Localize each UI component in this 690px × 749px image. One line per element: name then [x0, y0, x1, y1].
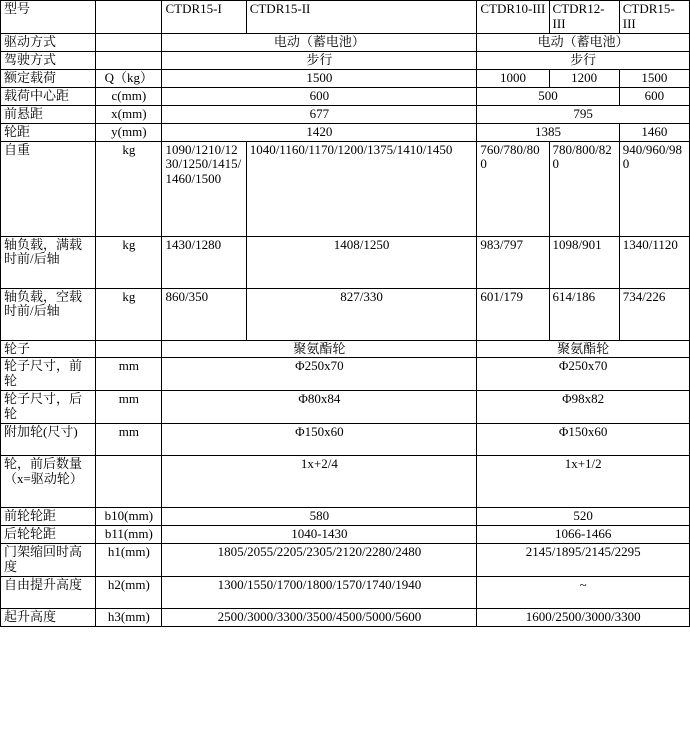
table-cell: 940/960/980	[619, 141, 689, 236]
table-cell: 1500	[162, 69, 477, 87]
row-symbol: h1(mm)	[96, 544, 162, 577]
table-cell: 1x+2/4	[162, 456, 477, 508]
row-label: 轮距	[1, 123, 96, 141]
table-cell: 步行	[477, 51, 690, 69]
table-row	[1, 544, 690, 577]
row-label: 轮子尺寸，后轮	[1, 391, 96, 424]
table-row	[1, 288, 690, 340]
table-cell: 500	[477, 87, 619, 105]
row-symbol	[96, 456, 162, 508]
table-cell: 1420	[162, 123, 477, 141]
table-row	[1, 526, 690, 544]
row-symbol: Q（kg）	[96, 69, 162, 87]
table-cell: 1040-1430	[162, 526, 477, 544]
row-symbol: h2(mm)	[96, 576, 162, 608]
row-symbol: mm	[96, 391, 162, 424]
row-symbol: mm	[96, 424, 162, 456]
row-symbol: kg	[96, 288, 162, 340]
row-symbol: c(mm)	[96, 87, 162, 105]
row-label: 轴负载，满载时前/后轴	[1, 236, 96, 288]
row-symbol	[96, 33, 162, 51]
table-row	[1, 576, 690, 608]
row-symbol	[96, 51, 162, 69]
table-cell: 1500	[619, 69, 689, 87]
table-cell: 601/179	[477, 288, 549, 340]
table-row	[1, 87, 690, 105]
table-row	[1, 141, 690, 236]
table-cell: 600	[619, 87, 689, 105]
table-cell: 1040/1160/1170/1200/1375/1410/1450	[246, 141, 477, 236]
row-label: 附加轮(尺寸)	[1, 424, 96, 456]
table-row	[1, 33, 690, 51]
table-row	[1, 105, 690, 123]
table-cell: 1200	[549, 69, 619, 87]
table-row	[1, 1, 690, 34]
table-cell: 677	[162, 105, 477, 123]
table-row	[1, 391, 690, 424]
table-cell: 1460	[619, 123, 689, 141]
table-cell: 1000	[477, 69, 549, 87]
table-cell: 1090/1210/1230/1250/1415/1460/1500	[162, 141, 246, 236]
table-row	[1, 358, 690, 391]
table-cell: Φ80x84	[162, 391, 477, 424]
table-cell: 电动（蓄电池）	[477, 33, 690, 51]
table-cell: 1340/1120	[619, 236, 689, 288]
table-row	[1, 51, 690, 69]
table-row	[1, 340, 690, 358]
row-label: 驱动方式	[1, 33, 96, 51]
table-cell: Φ250x70	[477, 358, 690, 391]
table-cell: 600	[162, 87, 477, 105]
table-cell: 1x+1/2	[477, 456, 690, 508]
row-label: 后轮轮距	[1, 526, 96, 544]
row-symbol: b11(mm)	[96, 526, 162, 544]
row-label: 前轮轮距	[1, 508, 96, 526]
table-cell: 860/350	[162, 288, 246, 340]
table-cell: 1805/2055/2205/2305/2120/2280/2480	[162, 544, 477, 577]
row-label: 轮，前后数量（x=驱动轮）	[1, 456, 96, 508]
table-cell: CTDR12-III	[549, 1, 619, 34]
table-cell: 1385	[477, 123, 619, 141]
table-cell: 734/226	[619, 288, 689, 340]
table-cell: 614/186	[549, 288, 619, 340]
table-row	[1, 456, 690, 508]
table-row	[1, 236, 690, 288]
table-cell: 聚氨酯轮	[477, 340, 690, 358]
row-symbol: kg	[96, 236, 162, 288]
row-label: 驾驶方式	[1, 51, 96, 69]
row-symbol: mm	[96, 358, 162, 391]
row-label: 前悬距	[1, 105, 96, 123]
table-cell: 步行	[162, 51, 477, 69]
row-label: 额定载荷	[1, 69, 96, 87]
table-cell: 827/330	[246, 288, 477, 340]
row-label: 轮子尺寸，前轮	[1, 358, 96, 391]
table-cell: CTDR15-III	[619, 1, 689, 34]
table-cell: 1300/1550/1700/1800/1570/1740/1940	[162, 576, 477, 608]
row-label: 门架缩回时高度	[1, 544, 96, 577]
table-cell: 983/797	[477, 236, 549, 288]
row-label: 载荷中心距	[1, 87, 96, 105]
table-cell: 580	[162, 508, 477, 526]
table-cell: ~	[477, 576, 690, 608]
table-cell: 780/800/820	[549, 141, 619, 236]
row-symbol	[96, 340, 162, 358]
table-cell: Φ150x60	[477, 424, 690, 456]
row-label: 起升高度	[1, 608, 96, 626]
row-symbol: b10(mm)	[96, 508, 162, 526]
row-label: 自重	[1, 141, 96, 236]
table-cell: 聚氨酯轮	[162, 340, 477, 358]
table-cell: Φ98x82	[477, 391, 690, 424]
table-cell: 520	[477, 508, 690, 526]
table-cell: CTDR15-I	[162, 1, 246, 34]
table-cell: 1066-1466	[477, 526, 690, 544]
table-cell: 1408/1250	[246, 236, 477, 288]
table-cell: 1600/2500/3000/3300	[477, 608, 690, 626]
row-label: 型号	[1, 1, 96, 34]
table-row	[1, 508, 690, 526]
row-symbol: h3(mm)	[96, 608, 162, 626]
table-cell: 电动（蓄电池）	[162, 33, 477, 51]
row-symbol: y(mm)	[96, 123, 162, 141]
row-symbol: x(mm)	[96, 105, 162, 123]
table-cell: 2500/3000/3300/3500/4500/5000/5600	[162, 608, 477, 626]
table-row	[1, 69, 690, 87]
row-label: 轴负载，空载时前/后轴	[1, 288, 96, 340]
table-row	[1, 424, 690, 456]
table-cell: 1430/1280	[162, 236, 246, 288]
table-cell: CTDR15-II	[246, 1, 477, 34]
table-cell: 2145/1895/2145/2295	[477, 544, 690, 577]
table-cell: 760/780/800	[477, 141, 549, 236]
table-cell: CTDR10-III	[477, 1, 549, 34]
table-cell: 795	[477, 105, 690, 123]
table-row	[1, 123, 690, 141]
table-cell: Φ150x60	[162, 424, 477, 456]
table-row	[1, 608, 690, 626]
row-symbol: kg	[96, 141, 162, 236]
row-label: 轮子	[1, 340, 96, 358]
table-cell: Φ250x70	[162, 358, 477, 391]
row-label: 自由提升高度	[1, 576, 96, 608]
table-cell: 1098/901	[549, 236, 619, 288]
row-symbol	[96, 1, 162, 34]
